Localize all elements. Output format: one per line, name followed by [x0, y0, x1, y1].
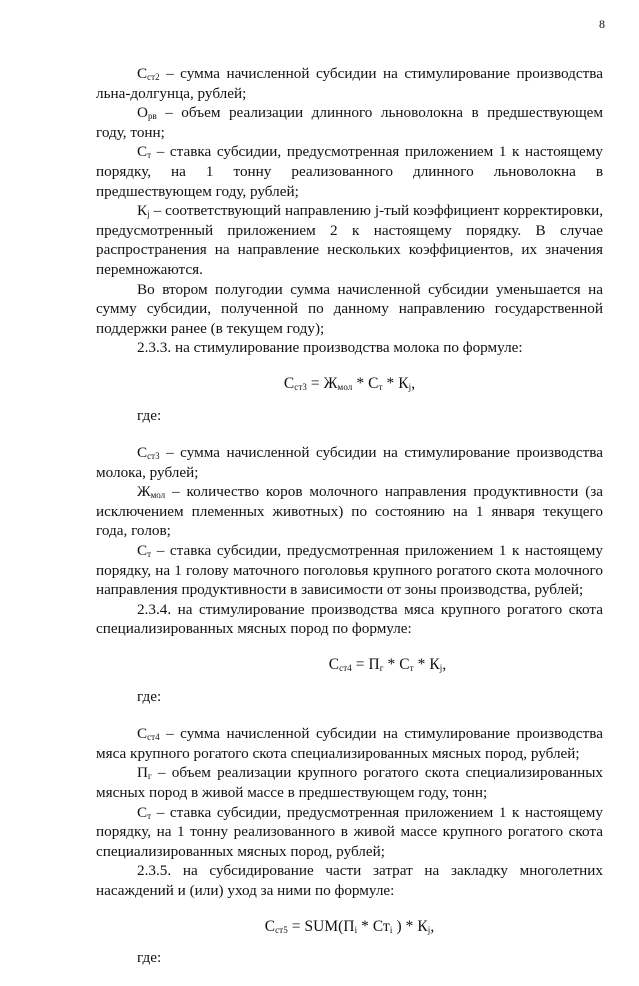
- paragraph: $С_т$ – ставка субсидии, предусмотренная приложением 1 к настоящему порядку, на 1 голову маточного поголовья крупного рогатого скота молочного направления продуктивности в зависимости от зоны производства, рублей;: [96, 542, 603, 599]
- formula: $С_{ст5} = SUM(П_i * Ст_i$ ) * $К_j$,: [264, 917, 435, 935]
- paragraph: 2.3.3. на стимулирование производства молока по формуле:: [137, 339, 523, 357]
- paragraph: $О_{рв}$ – объем реализации длинного льноволокна в предшествующем году, тонн;: [96, 104, 603, 141]
- where-label: где:: [137, 949, 162, 967]
- paragraph: Во втором полугодии сумма начисленной субсидии уменьшается на сумму субсидии, полученной по данному направлению государственной поддержки ранее (в текущем году);: [96, 280, 603, 337]
- paragraph: 2.3.5. на субсидирование части затрат на закладку многолетних насаждений и (или) уход за ними по формуле:: [96, 862, 603, 899]
- document-body: [96, 64, 603, 986]
- paragraph: $С_{ст3}$ – сумма начисленной субсидии на стимулирование производства молока, рублей;: [96, 444, 603, 481]
- where-label: где:: [137, 687, 162, 705]
- paragraph: $С_{ст2}$ – сумма начисленной субсидии на стимулирование производства льна-долгунца, рублей;: [96, 65, 603, 102]
- paragraph: $Ж_{мол}$ – количество коров молочного направления продуктивности (за исключением племенных животных) по состоянию на 1 января текущего года, голов;: [96, 483, 603, 540]
- where-label: где:: [137, 406, 162, 424]
- page-number: 8: [599, 17, 605, 31]
- paragraph: $П_г$ – объем реализации крупного рогатого скота специализированных мясных пород в живой массе в предшествующем году, тонн;: [96, 764, 603, 801]
- paragraph: $С_т$ – ставка субсидии, предусмотренная приложением 1 к настоящему порядку, на 1 тонну реализованного длинного льноволокна в предшествующем году, рублей;: [96, 143, 603, 200]
- paragraph: $С_{ст4}$ – сумма начисленной субсидии на стимулирование производства мяса крупного рогатого скота специализированных мясных пород, рублей;: [96, 725, 603, 762]
- paragraph: $К_j$ – соответствующий направлению j-тый коэффициент корректировки, предусмотренный приложением 2 к настоящему порядку. В случае распространения на направление нескольких коэффициентов, их значения перемножаются.: [96, 202, 603, 278]
- paragraph: 2.3.4. на стимулирование производства мяса крупного рогатого скота специализированных мясных пород по формуле:: [96, 600, 603, 638]
- paragraph: $С_т$ – ставка субсидии, предусмотренная приложением 1 к настоящему порядку, на 1 тонну реализованного в живой массе крупного рогатого скота специализированных мясных пород, рублей;: [96, 803, 603, 860]
- formula: $С_{ст3} = Ж_{мол} * С_т * К_j$,: [283, 374, 416, 392]
- formula: $С_{ст4} = П_г * С_т * К_j$,: [328, 656, 447, 674]
